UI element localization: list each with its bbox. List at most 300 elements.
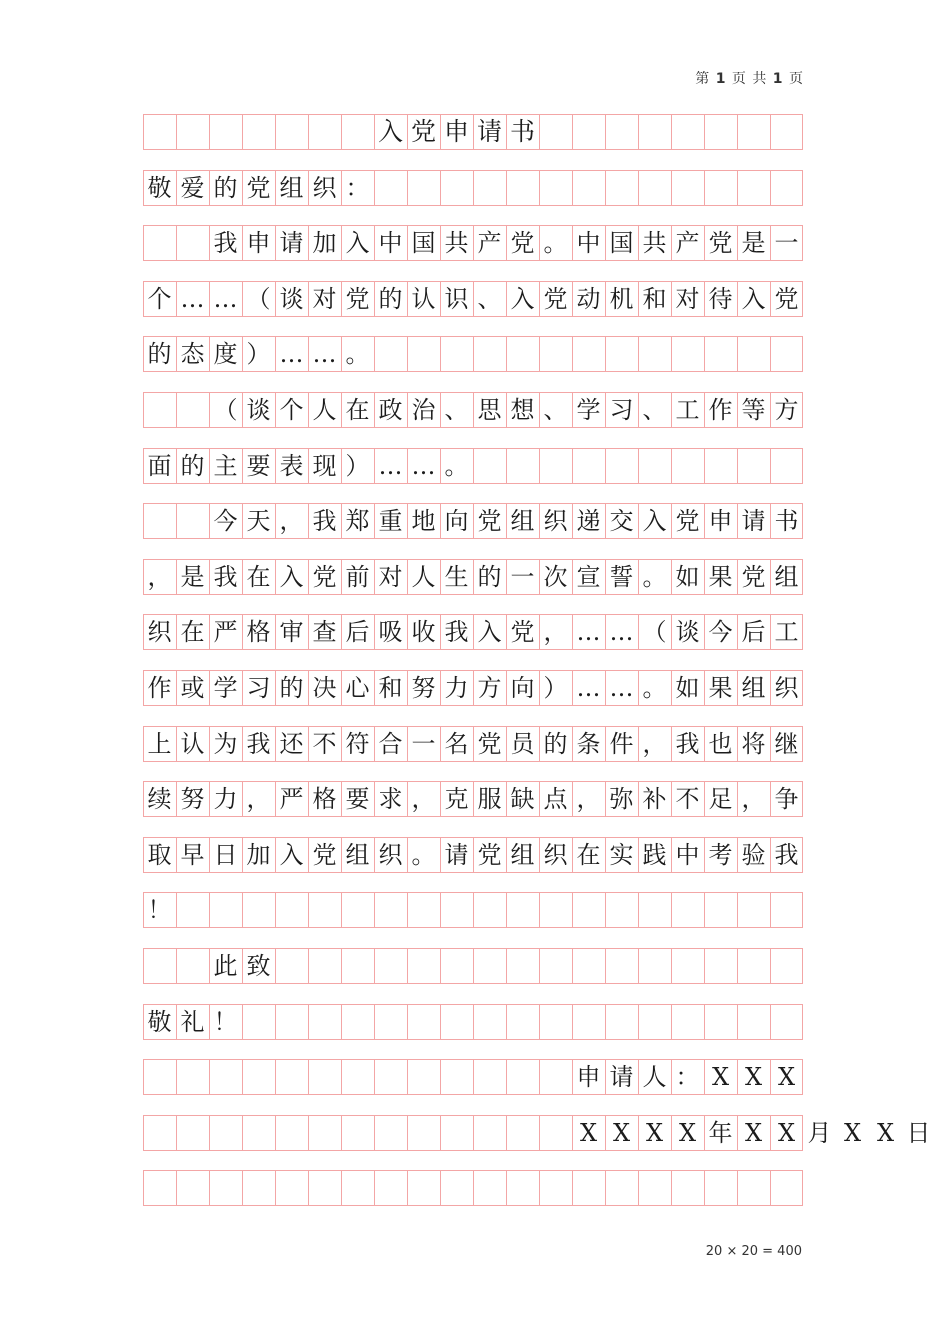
grid-character: 思: [477, 396, 502, 424]
grid-character: 合: [378, 730, 403, 758]
grid-character: 共: [642, 229, 667, 257]
grid-character: 方: [477, 674, 502, 702]
grid-character: 此: [213, 952, 238, 980]
grid-character: …: [378, 452, 403, 480]
grid-character: 请: [444, 841, 469, 869]
grid-character: 对: [378, 563, 403, 591]
grid-character: 员: [510, 730, 535, 758]
grid-character: 在: [345, 396, 370, 424]
grid-character: 足: [708, 785, 733, 813]
grid-character: 一: [510, 563, 535, 591]
grid-character: 弥: [609, 785, 634, 813]
grid-column-line: [473, 1060, 474, 1094]
grid-column-line: [275, 1171, 276, 1205]
grid-character: 书: [774, 507, 799, 535]
grid-column-line: [209, 115, 210, 149]
grid-column-line: [539, 1171, 540, 1205]
grid-character: ！: [147, 896, 172, 924]
grid-character: 日: [213, 841, 238, 869]
grid-column-line: [506, 337, 507, 371]
grid-column-line: [209, 893, 210, 927]
grid-column-line: [473, 1116, 474, 1150]
grid-character: 请: [609, 1063, 634, 1091]
grid-character: 入: [510, 285, 535, 313]
grid-character: 如: [675, 674, 700, 702]
grid-column-line: [242, 1116, 243, 1150]
grid-column-line: [506, 1005, 507, 1039]
grid-character: 要: [345, 785, 370, 813]
grid-character: 誓: [609, 563, 634, 591]
grid-column-line: [275, 1005, 276, 1039]
grid-column-line: [539, 1060, 540, 1094]
grid-character: 月: [807, 1119, 832, 1147]
grid-column-line: [374, 1005, 375, 1039]
grid-column-line: [506, 1060, 507, 1094]
grid-column-line: [341, 1116, 342, 1150]
grid-column-line: [308, 1116, 309, 1150]
grid-character: 工: [774, 618, 799, 646]
grid-character: 共: [444, 229, 469, 257]
grid-column-line: [671, 449, 672, 483]
grid-column-line: [704, 1171, 705, 1205]
grid-character: （: [213, 396, 238, 424]
grid-column-line: [176, 1171, 177, 1205]
grid-column-line: [374, 337, 375, 371]
grid-row: [143, 448, 803, 484]
grid-character: 我: [246, 730, 271, 758]
grid-character: 入: [642, 507, 667, 535]
grid-character: 党: [345, 285, 370, 313]
grid-column-line: [539, 949, 540, 983]
grid-column-line: [440, 1171, 441, 1205]
grid-character: 和: [642, 285, 667, 313]
grid-character: 党: [477, 507, 502, 535]
grid-character: 态: [180, 340, 205, 368]
grid-column-line: [638, 337, 639, 371]
grid-character: …: [213, 285, 238, 313]
grid-column-line: [242, 893, 243, 927]
grid-column-line: [572, 1171, 573, 1205]
grid-character: 对: [675, 285, 700, 313]
grid-character: 天: [246, 507, 271, 535]
grid-character: 入: [741, 285, 766, 313]
grid-row: [143, 281, 803, 317]
grid-row: [143, 892, 803, 928]
grid-column-line: [671, 893, 672, 927]
grid-character: 前: [345, 563, 370, 591]
grid-character: 取: [147, 841, 172, 869]
grid-column-line: [341, 949, 342, 983]
grid-row: [143, 948, 803, 984]
grid-character: 决: [312, 674, 337, 702]
grid-character: 审: [279, 618, 304, 646]
grid-character: 递: [576, 507, 601, 535]
grid-column-line: [770, 171, 771, 205]
grid-character: X: [612, 1119, 631, 1147]
grid-character: 将: [741, 730, 766, 758]
grid-row: [143, 503, 803, 539]
grid-character: 力: [444, 674, 469, 702]
grid-character: 织: [543, 507, 568, 535]
grid-column-line: [671, 337, 672, 371]
grid-character: 治: [411, 396, 436, 424]
grid-character: 也: [708, 730, 733, 758]
grid-column-line: [308, 949, 309, 983]
grid-row: [143, 614, 803, 650]
grid-character: 我: [774, 841, 799, 869]
grid-column-line: [539, 171, 540, 205]
grid-character: 表: [279, 452, 304, 480]
grid-character: 补: [642, 785, 667, 813]
grid-character: 礼: [180, 1008, 205, 1036]
grid-column-line: [275, 949, 276, 983]
grid-character: 严: [279, 785, 304, 813]
grid-character: X: [744, 1063, 763, 1091]
grid-character: （: [246, 285, 271, 313]
grid-size-footer: 20 × 20 = 400: [705, 1244, 802, 1259]
grid-column-line: [539, 1116, 540, 1150]
grid-column-line: [638, 171, 639, 205]
grid-character: 组: [345, 841, 370, 869]
grid-character: 向: [510, 674, 535, 702]
grid-column-line: [638, 1005, 639, 1039]
grid-column-line: [605, 115, 606, 149]
grid-character: 要: [246, 452, 271, 480]
grid-column-line: [704, 893, 705, 927]
page-number-header: [0, 68, 804, 88]
grid-character: 的: [180, 452, 205, 480]
manuscript-grid-paper: [143, 114, 931, 1226]
grid-column-line: [407, 893, 408, 927]
title-character: 申: [443, 117, 469, 146]
grid-column-line: [605, 893, 606, 927]
grid-column-line: [209, 1116, 210, 1150]
grid-column-line: [473, 949, 474, 983]
grid-column-line: [539, 1005, 540, 1039]
grid-column-line: [539, 893, 540, 927]
grid-character: 入: [345, 229, 370, 257]
grid-column-line: [506, 1171, 507, 1205]
grid-character: 交: [609, 507, 634, 535]
grid-column-line: [671, 171, 672, 205]
grid-row: [143, 1115, 931, 1151]
grid-column-line: [440, 337, 441, 371]
grid-character: 在: [246, 563, 271, 591]
grid-column-line: [308, 1005, 309, 1039]
grid-character: 继: [774, 730, 799, 758]
grid-column-line: [704, 1005, 705, 1039]
grid-column-line: [737, 1171, 738, 1205]
grid-character: 等: [741, 396, 766, 424]
grid-character: 我: [213, 229, 238, 257]
grid-character: 我: [312, 507, 337, 535]
grid-column-line: [176, 1116, 177, 1150]
grid-character: 我: [444, 618, 469, 646]
grid-character: 党: [477, 841, 502, 869]
grid-character: 缺: [510, 785, 535, 813]
grid-character: 克: [444, 785, 469, 813]
grid-character: 如: [675, 563, 700, 591]
grid-column-line: [407, 171, 408, 205]
grid-column-line: [572, 337, 573, 371]
grid-character: 次: [543, 563, 568, 591]
grid-column-line: [770, 1171, 771, 1205]
grid-character: …: [411, 452, 436, 480]
grid-column-line: [605, 1005, 606, 1039]
grid-column-line: [572, 1005, 573, 1039]
grid-column-line: [374, 949, 375, 983]
grid-character: 面: [147, 452, 172, 480]
grid-character: 不: [675, 785, 700, 813]
grid-character: 党: [708, 229, 733, 257]
grid-character: ，: [543, 618, 568, 646]
grid-character: 生: [444, 563, 469, 591]
total-page-number: 1: [772, 71, 784, 87]
title-character: 入: [377, 117, 403, 146]
grid-character: 请: [741, 507, 766, 535]
grid-column-line: [605, 1171, 606, 1205]
grid-column-line: [539, 115, 540, 149]
grid-column-line: [770, 449, 771, 483]
grid-character: 、: [642, 396, 667, 424]
grid-column-line: [473, 1171, 474, 1205]
grid-character: 人: [312, 396, 337, 424]
grid-column-line: [737, 171, 738, 205]
grid-column-line: [176, 226, 177, 260]
grid-column-line: [341, 1171, 342, 1205]
grid-column-line: [308, 1171, 309, 1205]
grid-column-line: [605, 337, 606, 371]
grid-character: ：: [345, 174, 370, 202]
grid-character: 学: [576, 396, 601, 424]
grid-character: X: [876, 1119, 895, 1147]
grid-character: 的: [279, 674, 304, 702]
grid-character: 个: [147, 285, 172, 313]
grid-column-line: [638, 1171, 639, 1205]
grid-character: 党: [312, 563, 337, 591]
grid-character: 中: [576, 229, 601, 257]
grid-column-line: [440, 1005, 441, 1039]
grid-column-line: [209, 1171, 210, 1205]
grid-character: ，: [279, 507, 304, 535]
grid-column-line: [638, 449, 639, 483]
grid-column-line: [737, 337, 738, 371]
grid-character: 织: [147, 618, 172, 646]
grid-column-line: [572, 449, 573, 483]
grid-character: X: [843, 1119, 862, 1147]
grid-character: 个: [279, 396, 304, 424]
grid-column-line: [506, 893, 507, 927]
grid-column-line: [374, 1116, 375, 1150]
grid-character: ：: [675, 1063, 700, 1091]
grid-character: 织: [312, 174, 337, 202]
grid-row: [143, 1170, 803, 1206]
page-suffix: 页: [789, 71, 804, 87]
grid-character: 。: [642, 563, 667, 591]
grid-column-line: [473, 893, 474, 927]
grid-character: 的: [147, 340, 172, 368]
grid-character: 今: [213, 507, 238, 535]
grid-column-line: [605, 171, 606, 205]
grid-column-line: [506, 449, 507, 483]
grid-character: 在: [576, 841, 601, 869]
grid-character: 。: [444, 452, 469, 480]
grid-character: 组: [510, 507, 535, 535]
grid-column-line: [539, 449, 540, 483]
grid-character: 宣: [576, 563, 601, 591]
grid-character: 学: [213, 674, 238, 702]
grid-character: 敬: [147, 1008, 172, 1036]
grid-row: [143, 1004, 803, 1040]
grid-column-line: [341, 115, 342, 149]
grid-character: 努: [411, 674, 436, 702]
grid-row: [143, 225, 803, 261]
grid-character: 组: [741, 674, 766, 702]
grid-column-line: [275, 893, 276, 927]
grid-character: 求: [378, 785, 403, 813]
grid-character: 爱: [180, 174, 205, 202]
grid-character: 服: [477, 785, 502, 813]
grid-column-line: [440, 1116, 441, 1150]
grid-character: 、: [543, 396, 568, 424]
grid-character: X: [777, 1063, 796, 1091]
grid-character: ，: [741, 785, 766, 813]
grid-column-line: [407, 1171, 408, 1205]
grid-column-line: [473, 449, 474, 483]
grid-column-line: [242, 1005, 243, 1039]
grid-row: [143, 781, 803, 817]
grid-character: 度: [213, 340, 238, 368]
grid-character: 党: [774, 285, 799, 313]
grid-column-line: [638, 893, 639, 927]
grid-column-line: [176, 1060, 177, 1094]
grid-character: 后: [741, 618, 766, 646]
grid-character: 践: [642, 841, 667, 869]
grid-row: [143, 837, 803, 873]
grid-character: ，: [147, 563, 172, 591]
grid-column-line: [176, 893, 177, 927]
grid-character: 验: [741, 841, 766, 869]
grid-character: 织: [378, 841, 403, 869]
grid-character: 人: [642, 1063, 667, 1091]
grid-column-line: [572, 893, 573, 927]
grid-character: 谈: [279, 285, 304, 313]
grid-column-line: [176, 393, 177, 427]
grid-character: 组: [510, 841, 535, 869]
grid-character: 入: [477, 618, 502, 646]
grid-character: 动: [576, 285, 601, 313]
grid-character: ）: [543, 674, 568, 702]
grid-character: 敬: [147, 174, 172, 202]
grid-character: 查: [312, 618, 337, 646]
grid-column-line: [704, 949, 705, 983]
grid-column-line: [407, 1005, 408, 1039]
grid-column-line: [671, 1171, 672, 1205]
grid-character: 收: [411, 618, 436, 646]
title-character: 书: [509, 117, 535, 146]
grid-character: …: [180, 285, 205, 313]
grid-column-line: [737, 1005, 738, 1039]
grid-character: 条: [576, 730, 601, 758]
grid-column-line: [473, 337, 474, 371]
grid-character: ）: [345, 452, 370, 480]
grid-column-line: [572, 115, 573, 149]
grid-character: ，: [642, 730, 667, 758]
grid-row: [143, 336, 803, 372]
grid-character: 果: [708, 563, 733, 591]
grid-column-line: [737, 949, 738, 983]
grid-column-line: [374, 1171, 375, 1205]
grid-character: 方: [774, 396, 799, 424]
grid-column-line: [506, 171, 507, 205]
grid-character: 致: [246, 952, 271, 980]
grid-character: 我: [675, 730, 700, 758]
grid-column-line: [671, 1005, 672, 1039]
grid-character: 或: [180, 674, 205, 702]
grid-column-line: [176, 949, 177, 983]
grid-character: 工: [675, 396, 700, 424]
grid-column-line: [605, 449, 606, 483]
grid-column-line: [275, 115, 276, 149]
grid-character: 认: [411, 285, 436, 313]
grid-character: 向: [444, 507, 469, 535]
grid-column-line: [275, 1116, 276, 1150]
grid-character: 中: [675, 841, 700, 869]
grid-column-line: [737, 893, 738, 927]
grid-character: 格: [246, 618, 271, 646]
grid-column-line: [605, 949, 606, 983]
grid-character: X: [579, 1119, 598, 1147]
grid-character: 、: [477, 285, 502, 313]
grid-character: 名: [444, 730, 469, 758]
grid-character: 郑: [345, 507, 370, 535]
grid-column-line: [440, 949, 441, 983]
grid-character: 习: [246, 674, 271, 702]
grid-character: 入: [279, 841, 304, 869]
grid-column-line: [638, 115, 639, 149]
grid-character: 谈: [675, 618, 700, 646]
grid-character: 想: [510, 396, 535, 424]
grid-character: 加: [312, 229, 337, 257]
grid-column-line: [770, 949, 771, 983]
grid-character: …: [312, 340, 337, 368]
grid-character: （: [642, 618, 667, 646]
grid-character: 争: [774, 785, 799, 813]
grid-column-line: [704, 449, 705, 483]
current-page-number: 1: [715, 71, 727, 87]
grid-character: 现: [312, 452, 337, 480]
grid-character: 符: [345, 730, 370, 758]
grid-column-line: [440, 1060, 441, 1094]
grid-character: 加: [246, 841, 271, 869]
grid-column-line: [374, 893, 375, 927]
grid-character: 机: [609, 285, 634, 313]
grid-character: 习: [609, 396, 634, 424]
grid-column-line: [341, 1060, 342, 1094]
grid-character: 的: [477, 563, 502, 591]
grid-character: …: [576, 618, 601, 646]
grid-character: 党: [543, 285, 568, 313]
grid-character: 党: [477, 730, 502, 758]
grid-character: 申: [708, 507, 733, 535]
grid-character: 是: [180, 563, 205, 591]
grid-character: 今: [708, 618, 733, 646]
grid-column-line: [506, 949, 507, 983]
grid-character: 严: [213, 618, 238, 646]
grid-character: 谈: [246, 396, 271, 424]
grid-character: 组: [774, 563, 799, 591]
grid-row: [143, 670, 803, 706]
